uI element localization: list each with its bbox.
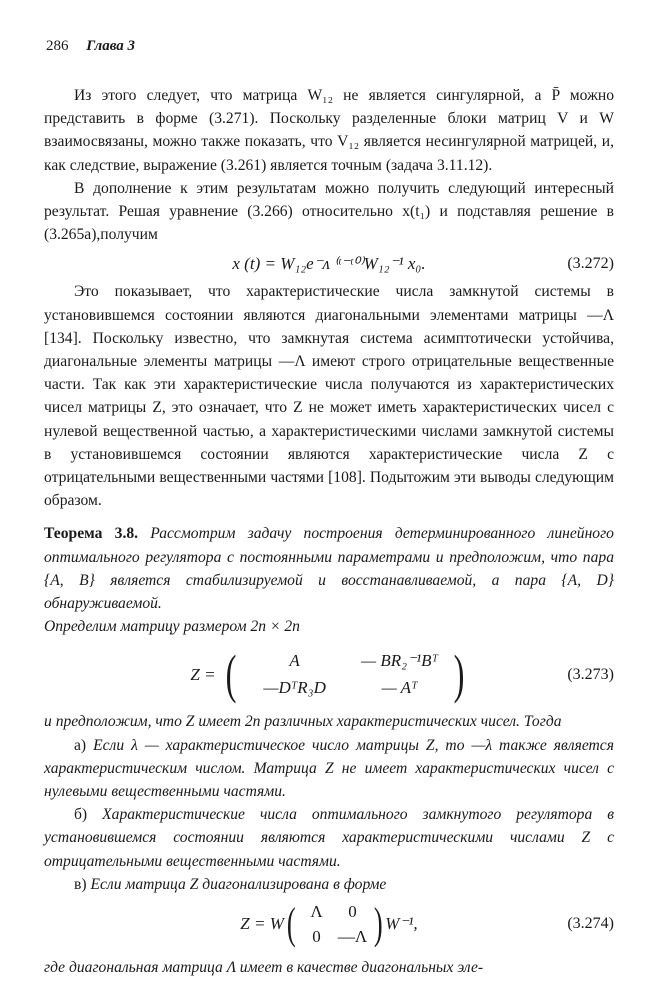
equation-3-273-number: (3.273) <box>567 665 614 683</box>
matrix-z-12: — BR₂⁻¹Bᵀ <box>361 651 439 671</box>
chapter-title: Глава 3 <box>86 38 136 54</box>
item-b-label: б) <box>74 806 88 824</box>
equation-3-272-number: (3.272) <box>567 254 614 272</box>
item-a-label: а) <box>74 736 87 754</box>
theorem-item-b <box>44 803 614 873</box>
matrix-z <box>190 644 467 705</box>
item-c-label: в) <box>74 875 87 893</box>
theorem-last-line: где диагональная матрица Λ имеет в качестве диагональных эле- <box>44 959 484 977</box>
left-paren-icon: ( <box>225 644 236 705</box>
matrix-z-11: A <box>289 651 300 671</box>
paragraph-3: Это показывает, что характеристические числа замкнутой системы в установившемся состоянии являются диагональными элементами матрицы —Λ [134]. Поскольку известно, что замкнутая система асимптотически устойчива, диагональные элементы матрицы —Λ имеют строго отрицательные вещественные части. Так как эти характеристические числа получаются из характеристических чисел матрицы Z, это означает, что Z не может иметь характеристических чисел с нулевой вещественной частью, а характеристическими числами замкнутой системы в установившемся состоянии являются характеристические числа Z с отрицательными вещественными частями [108]. Подытожим эти выводы следующим образом. <box>44 283 614 510</box>
theorem-item-c <box>44 873 614 896</box>
page-header <box>46 38 616 55</box>
paragraph-1: Из этого следует, что матрица W₁₂ не является сингулярной, а P̄ можно представить в форме (3.271). Поскольку разделенные блоки матриц V и W взаимосвязаны, можно также показать, что V₁₂ является несингулярной матрицей, и, как следствие, выражение (3.261) является точным (задача 3.11.12). <box>44 87 614 174</box>
equation-3-273 <box>44 642 614 706</box>
page-body <box>44 84 614 979</box>
item-a-text: Если λ — характеристическое число матрицы Z, то —λ также является характеристическим числом. Матрица Z не имеет характеристических чисел с нулевыми вещественными частями. <box>44 736 614 801</box>
equation-3-274 <box>44 898 614 950</box>
matrix-diag-22: —Λ <box>337 927 368 947</box>
item-b-text: Характеристические числа оптимального замкнутого регулятора в установившемся состоянии являются характеристическими числами Z с отрицательными вещественными частями. <box>44 806 614 870</box>
theorem-after: и предположим, что Z имеет 2n различных характеристических чисел. Тогда <box>44 713 562 731</box>
matrix-diag-12: 0 <box>348 901 357 921</box>
matrix-z-21: —DᵀR₃D <box>263 678 326 698</box>
left-paren-icon: ( <box>286 899 296 949</box>
theorem-intro-text: Рассмотрим задачу построения детерминированного линейного оптимального регулятора с постоянными параметрами и предположим, что пара {A, B} является стабилизируемой и восстанавливаемой, а пара {A, D} обнаруживаемой. <box>44 525 614 613</box>
matrix-diag-lhs: Z = W <box>240 914 284 934</box>
matrix-diag <box>240 900 417 948</box>
matrix-diag-11: Λ <box>310 901 323 921</box>
theorem-3-8 <box>44 522 614 979</box>
matrix-z-lhs: Z = <box>190 664 216 684</box>
item-c-text: Если матрица Z диагонализирована в форме <box>90 875 387 893</box>
theorem-label: Теорема 3.8. <box>44 525 139 543</box>
equation-3-274-number: (3.274) <box>567 915 614 933</box>
right-paren-icon: ) <box>453 644 464 705</box>
matrix-diag-rhs: W⁻¹, <box>385 914 418 934</box>
theorem-item-a <box>44 734 614 804</box>
right-paren-icon: ) <box>373 899 383 949</box>
theorem-intro <box>44 522 614 615</box>
theorem-define: Определим матрицу размером 2n × 2n <box>44 618 300 636</box>
page-number: 286 <box>46 38 69 54</box>
paragraph-2: В дополнение к этим результатам можно получить следующий интересный результат. Решая уравнение (3.266) относительно x(t₁) и подставляя решение в (3.265a),получим <box>44 179 614 244</box>
equation-3-272 <box>44 246 614 280</box>
matrix-diag-21: 0 <box>312 927 321 947</box>
matrix-z-22: — Aᵀ <box>381 678 418 698</box>
matrix-z-grid <box>240 649 450 699</box>
equation-3-272-text: x (t) = W₁₂e⁻ᴧ ⁽ᵗ⁻ᵗ⁰⁾W₁₂⁻¹ x₀. <box>232 253 426 273</box>
matrix-diag-grid <box>299 900 371 948</box>
